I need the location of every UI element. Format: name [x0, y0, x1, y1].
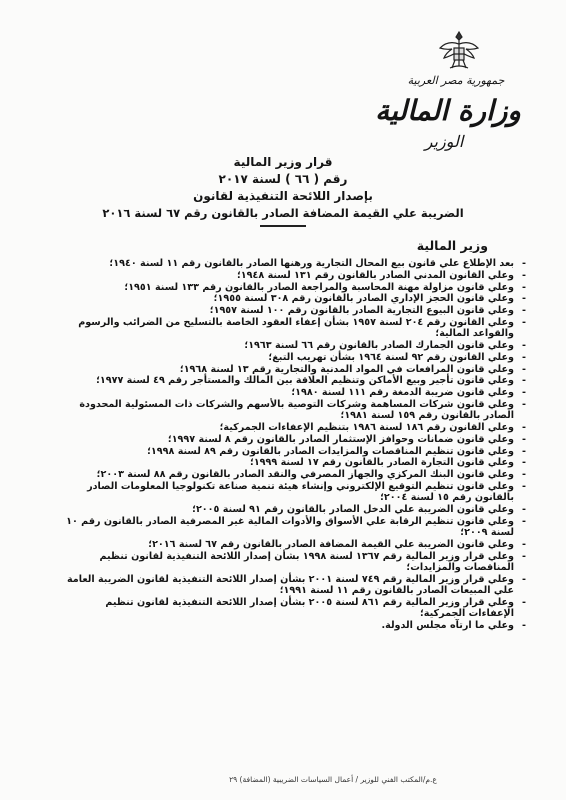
preamble-list: [60, 258, 526, 631]
list-item: - وعلي قانون المرافعات في المواد المدنية والتجارية رقم ١٣ لسنة ١٩٦٨؛: [60, 364, 526, 375]
list-item: - وعلي قانون البنك المركزي والجهاز المصرفي والنقد الصادر بالقانون رقم ٨٨ لسنة ٢٠٠٣؛: [60, 469, 526, 480]
list-item: - وعلي ما ارتآه مجلس الدولة.: [60, 620, 526, 631]
list-item: - وعلي القانون رقم ٢٠٤ لسنة ١٩٥٧ بشأن إعفاء العقود الخاصة بالتسليح من الضرائب والرسوم والقواعد المالية؛: [60, 317, 526, 339]
ministry-name: وزارة المالية: [375, 94, 521, 127]
republic-name: جمهورية مصر العربية: [407, 74, 505, 87]
list-item: - وعلي قانون تنظيم التوقيع الإلكتروني وإنشاء هيئة تنمية صناعة تكنولوجيا المعلومات الصادر بالقانون رقم ١٥ لسنة ٢٠٠٤؛: [60, 481, 526, 503]
minister-heading: الوزير: [424, 132, 464, 151]
eagle-emblem-icon: [436, 28, 482, 74]
list-item: - وعلي القانون المدني الصادر بالقانون رقم ١٣١ لسنة ١٩٤٨؛: [60, 270, 526, 281]
decree-title: [40, 154, 526, 227]
list-item: - وعلي قانون تنظيم المناقصات والمزايدات الصادر بالقانون رقم ٨٩ لسنة ١٩٩٨؛: [60, 446, 526, 457]
list-item: - وعلي قانون تنظيم الرقابة علي الأسواق والأدوات المالية غير المصرفية الصادر بالقانون رقم ١٠ لسنة ٢٠٠٩؛: [60, 516, 526, 538]
page-footer: ع.م/المكتب الفني للوزير / أعمال السياسات الضريبية (المضافة) ٢٩: [229, 775, 437, 784]
list-item: - وعلي قانون التجارة الصادر بالقانون رقم ١٧ لسنة ١٩٩٩؛: [60, 457, 526, 468]
list-item: - وعلي القانون رقم ١٨٦ لسنة ١٩٨٦ بتنظيم الإعفاءات الجمركية؛: [60, 422, 526, 433]
list-item: - وعلي القانون رقم ٩٢ لسنة ١٩٦٤ بشأن تهريب التبغ؛: [60, 352, 526, 363]
list-item: - وعلي قانون تأجير وبيع الأماكن وتنظيم العلاقة بين المالك والمستأجر رقم ٤٩ لسنة ١٩٧٧؛: [60, 375, 526, 386]
title-line-2: رقم ( ٦٦ ) لسنة ٢٠١٧: [218, 172, 348, 186]
list-item: - وعلي قانون الضريبة علي القيمة المضافة الصادر بالقانون رقم ٦٧ لسنة ٢٠١٦؛: [60, 539, 526, 550]
list-item: - وعلي قرار وزير المالية رقم ٧٤٩ لسنة ٢٠٠١ بشأن إصدار اللائحة التنفيذية لقانون الضريبة العامة علي المبيعات الصادر بالقانون رقم ١١ لسنة ١٩٩١؛: [60, 574, 526, 596]
list-item: - وعلي قانون الضريبة علي الدخل الصادر بالقانون رقم ٩١ لسنة ٢٠٠٥؛: [60, 504, 526, 515]
list-item: - بعد الإطلاع علي قانون بيع المحال التجارية ورهنها الصادر بالقانون رقم ١١ لسنة ١٩٤٠؛: [60, 258, 526, 269]
title-line-4: الضريبة علي القيمة المضافة الصادر بالقانون رقم ٦٧ لسنة ٢٠١٦: [102, 206, 464, 220]
letterhead: [344, 28, 544, 151]
list-item: - وعلي قانون ضمانات وحوافز الإستثمار الصادر بالقانون رقم ٨ لسنة ١٩٩٧؛: [60, 434, 526, 445]
list-item: - وعلي قانون الحجز الإداري الصادر بالقانون رقم ٣٠٨ لسنة ١٩٥٥؛: [60, 293, 526, 304]
list-item: - وعلي قانون ضريبة الدمغة رقم ١١١ لسنة ١٩٨٠؛: [60, 387, 526, 398]
title-line-3: بإصدار اللائحة التنفيذية لقانون: [193, 189, 373, 203]
title-line-1: قرار وزير المالية: [233, 155, 333, 169]
list-item: - وعلي قرار وزير المالية رقم ١٣٦٧ لسنة ١٩٩٨ بشأن إصدار اللائحة التنفيذية لقانون تنظيم المناقصات والمزايدات؛: [60, 551, 526, 573]
list-item: - وعلي قانون البيوع التجارية الصادر بالقانون رقم ١٠٠ لسنة ١٩٥٧؛: [60, 305, 526, 316]
list-item: - وعلي قرار وزير المالية رقم ٨٦١ لسنة ٢٠٠٥ بشأن إصدار اللائحة التنفيذية لقانون تنظيم الإعفاءات الجمركية؛: [60, 597, 526, 619]
title-divider: [260, 225, 306, 227]
minister-label: وزير المالية: [416, 238, 488, 253]
list-item: - وعلي قانون مزاولة مهنة المحاسبة والمراجعة الصادر بالقانون رقم ١٣٣ لسنة ١٩٥١؛: [60, 282, 526, 293]
list-item: - وعلي قانون الجمارك الصادر بالقانون رقم ٦٦ لسنة ١٩٦٣؛: [60, 340, 526, 351]
list-item: - وعلي قانون شركات المساهمة وشركات التوصية بالأسهم والشركات ذات المسئولية المحدودة الصادر بالقانون رقم ١٥٩ لسنة ١٩٨١؛: [60, 399, 526, 421]
